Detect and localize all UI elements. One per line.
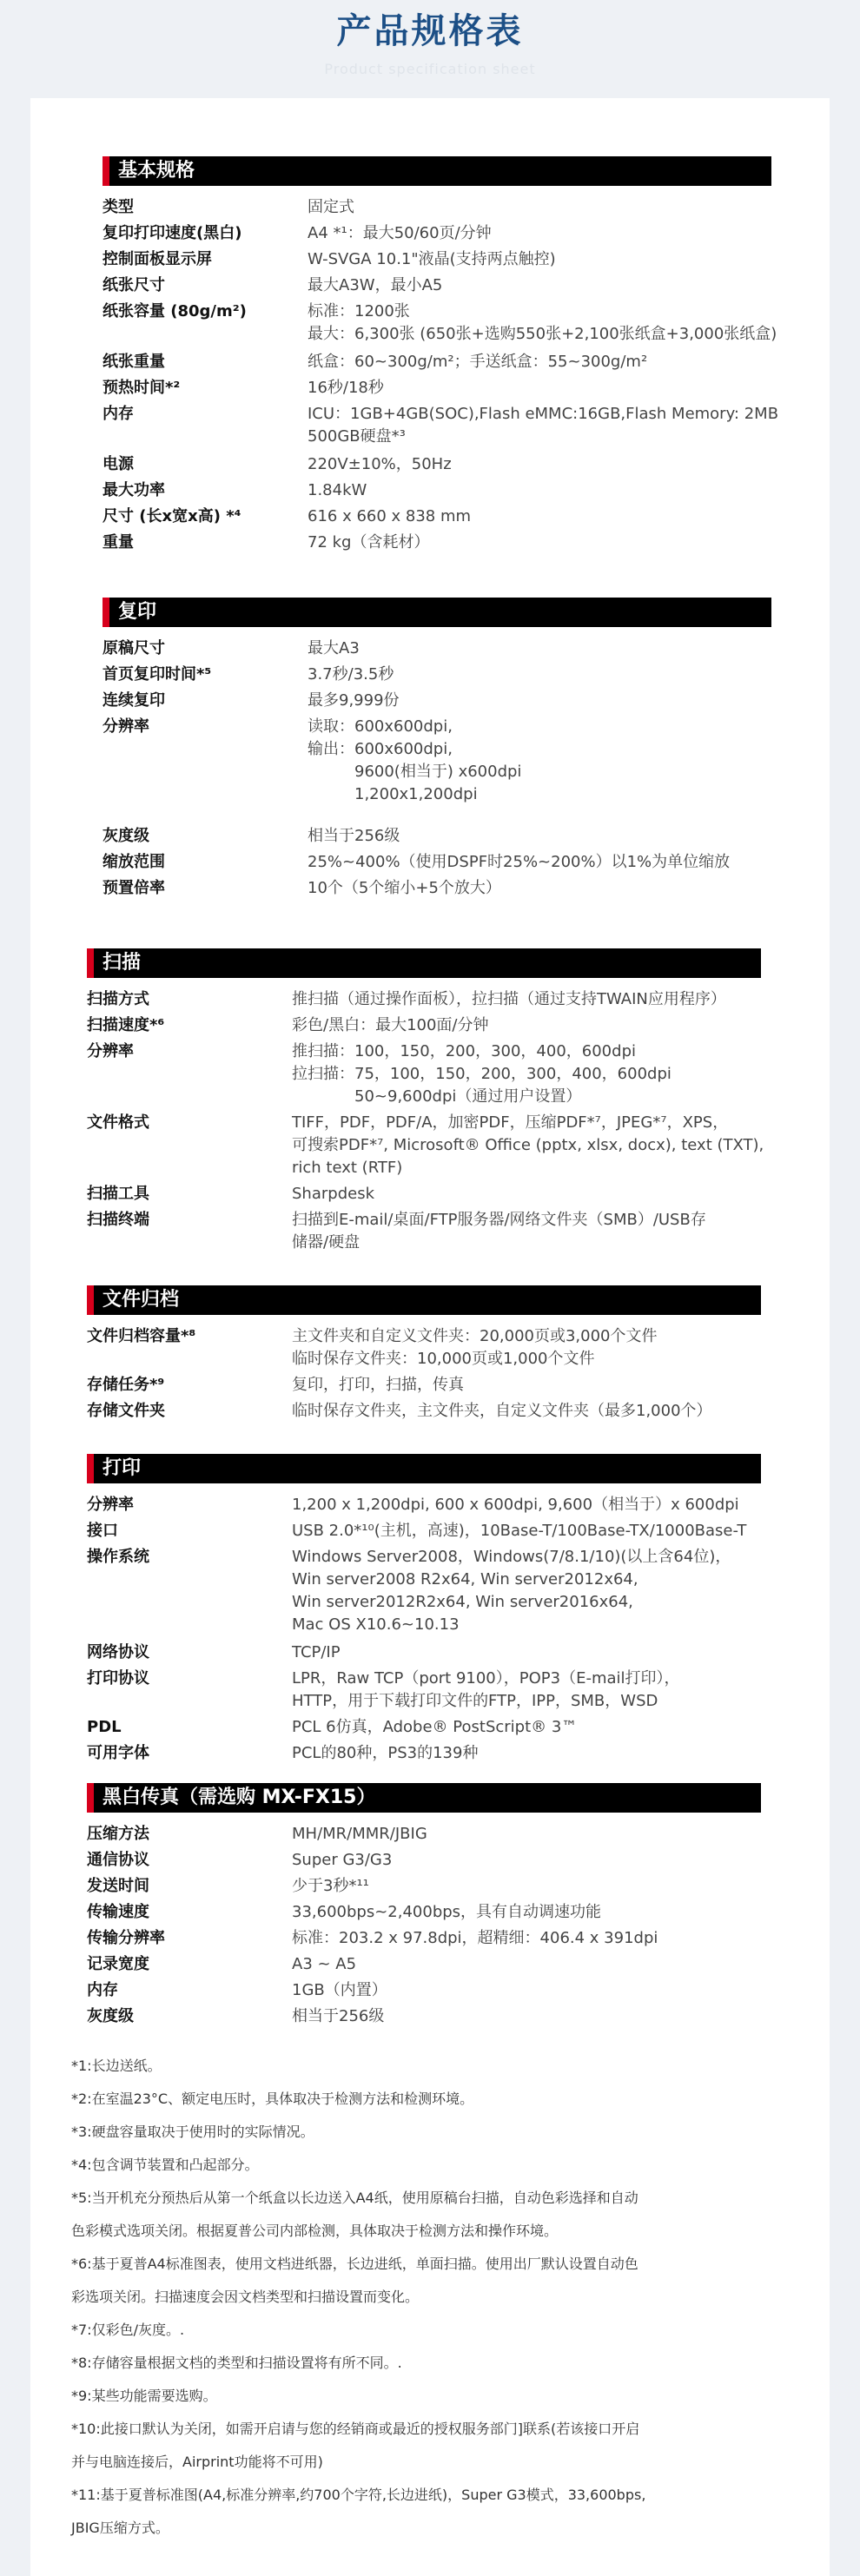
footnote: *5:当开机充分预热后从第一个纸盒以长边送入A4纸，使用原稿台扫描，自动色彩选择和自动 <box>71 2190 638 2206</box>
spec-value-line: 相当于256级 <box>308 827 400 845</box>
spec-value-line: 扫描到E-mail/桌面/FTP服务器/网络文件夹（SMB）/USB存 <box>292 1211 706 1229</box>
spec-value <box>292 1183 761 1205</box>
spec-value <box>292 2005 761 2028</box>
spec-row <box>103 877 771 900</box>
spec-label: 原稿尺寸 <box>103 639 165 657</box>
spec-row <box>103 851 771 874</box>
spec-value <box>292 1374 761 1397</box>
section-2 <box>87 948 764 1258</box>
spec-label: 纸张容量 (80g/m²) <box>103 302 247 320</box>
spec-value <box>292 1742 761 1765</box>
spec-label: 压缩方法 <box>87 1825 149 1843</box>
spec-row <box>87 2005 761 2028</box>
spec-value-line: Sharpdesk <box>292 1185 374 1203</box>
spec-label: 类型 <box>103 198 134 216</box>
spec-value-line: 临时保存文件夹：10,000页或1,000个文件 <box>292 1350 595 1368</box>
page-subtitle: Product specification sheet <box>324 61 536 77</box>
spec-value <box>308 505 771 528</box>
spec-row <box>103 532 771 554</box>
spec-value-line: 10个（5个缩小+5个放大） <box>308 879 501 897</box>
spec-value-line: 1,200x1,200dpi <box>308 785 478 803</box>
spec-value <box>292 1040 761 1108</box>
spec-row <box>103 664 771 686</box>
spec-value-line: 最大A3 <box>308 639 360 657</box>
spec-label: 传输分辨率 <box>87 1929 165 1947</box>
footnote: 并与电脑连接后，Airprint功能将不可用) <box>71 2454 323 2470</box>
spec-value-line: 3.7秒/3.5秒 <box>308 665 394 684</box>
spec-label: 扫描方式 <box>87 990 149 1008</box>
spec-label: 尺寸 (长x宽x高) *⁴ <box>103 507 241 525</box>
spec-value <box>308 403 778 448</box>
section-0 <box>103 156 779 558</box>
spec-value-line: 16秒/18秒 <box>308 379 384 397</box>
spec-value-line: PCL 6仿真，Adobe® PostScript® 3™ <box>292 1718 578 1736</box>
spec-value-line: Super G3/G3 <box>292 1851 393 1869</box>
footnotes <box>71 2050 801 2545</box>
spec-value <box>292 1823 761 1846</box>
spec-row <box>87 1953 761 1976</box>
spec-label: 扫描工具 <box>87 1185 149 1203</box>
spec-value <box>308 664 771 686</box>
spec-row <box>87 988 761 1011</box>
spec-value <box>308 248 771 271</box>
section-title: 复印 <box>103 598 771 627</box>
spec-row <box>87 1400 761 1423</box>
spec-value-line: 标准：1200张 <box>308 302 410 320</box>
spec-label: 分辨率 <box>87 1042 134 1060</box>
spec-value-line: 推扫描：100，150，200，300，400，600dpi <box>292 1042 636 1060</box>
spec-value-line: USB 2.0*¹⁰(主机，高速)，10Base-T/100Base-TX/1000Base-T <box>292 1522 747 1540</box>
spec-row <box>103 479 771 502</box>
spec-row <box>87 1901 761 1924</box>
spec-row <box>87 1849 761 1872</box>
spec-label: 分辨率 <box>87 1496 134 1514</box>
spec-label: 纸张尺寸 <box>103 276 165 294</box>
spec-label: 接口 <box>87 1522 118 1540</box>
spec-label: 连续复印 <box>103 691 165 710</box>
spec-label: 打印协议 <box>87 1669 149 1688</box>
spec-label: 内存 <box>103 405 134 423</box>
section-title: 基本规格 <box>103 156 771 186</box>
spec-value-line: 读取：600x600dpi, <box>308 717 453 736</box>
spec-value <box>292 1014 761 1037</box>
spec-value-line: 25%~400%（使用DSPF时25%~200%）以1%为单位缩放 <box>308 853 731 871</box>
spec-row <box>87 1209 761 1254</box>
spec-value-line: 220V±10%，50Hz <box>308 455 452 473</box>
spec-value-line: Win server2008 R2x64, Win server2012x64, <box>292 1570 638 1589</box>
spec-value-line: 1,200 x 1,200dpi, 600 x 600dpi, 9,600（相当于）x 600dpi <box>292 1496 739 1514</box>
spec-row <box>87 1112 764 1179</box>
spec-label: PDL <box>87 1718 122 1736</box>
spec-value <box>308 851 771 874</box>
spec-value <box>308 825 771 848</box>
spec-row <box>103 274 771 297</box>
spec-value-line: A4 *¹：最大50/60页/分钟 <box>308 224 492 242</box>
spec-row <box>103 716 771 806</box>
spec-row <box>103 301 777 346</box>
footnote: *3:硬盘容量取决于使用时的实际情况。 <box>71 2124 314 2140</box>
spec-row <box>87 1183 761 1205</box>
spec-row <box>103 351 771 373</box>
spec-value-line: 可搜索PDF*⁷, Microsoft® Office (pptx, xlsx, docx), text (TXT), <box>292 1136 764 1154</box>
spec-value-line: 1.84kW <box>308 481 367 499</box>
spec-value <box>308 196 771 219</box>
footnote: JBIG压缩方式。 <box>71 2520 169 2536</box>
spec-value-line: 复印，打印，扫描，传真 <box>292 1376 464 1394</box>
spec-label: 操作系统 <box>87 1548 149 1566</box>
spec-value <box>308 532 771 554</box>
spec-value <box>292 1953 761 1976</box>
spec-label: 纸张重量 <box>103 353 165 371</box>
spec-value <box>292 1112 764 1179</box>
spec-value <box>292 1927 761 1950</box>
spec-value-line: 彩色/黑白：最大100面/分钟 <box>292 1016 489 1034</box>
spec-value-line: Windows Server2008，Windows(7/8.1/10)(以上含64位)， <box>292 1548 731 1566</box>
spec-value-line: 最大A3W，最小A5 <box>308 276 443 294</box>
spec-value-line: 拉扫描：75，100，150，200，300，400，600dpi <box>292 1065 671 1083</box>
spec-value <box>292 1849 761 1872</box>
spec-row <box>87 1823 761 1846</box>
footnote: *8:存储容量根据文档的类型和扫描设置将有所不同。. <box>71 2355 402 2371</box>
spec-row <box>87 1014 761 1037</box>
spec-value <box>292 1520 761 1542</box>
page-title <box>0 3 860 53</box>
footnote: 色彩模式选项关闭。根据夏普公司内部检测，具体取决于检测方法和操作环境。 <box>71 2223 559 2239</box>
spec-value-line: TCP/IP <box>292 1643 341 1661</box>
spec-value <box>308 377 771 400</box>
spec-value <box>308 877 771 900</box>
spec-value-line: MH/MR/MMR/JBIG <box>292 1825 427 1843</box>
spec-label: 分辨率 <box>103 717 149 736</box>
spec-label: 网络协议 <box>87 1643 149 1661</box>
spec-label: 记录宽度 <box>87 1955 149 1973</box>
spec-row <box>87 1494 761 1516</box>
spec-label: 内存 <box>87 1981 118 1999</box>
spec-value-line: 主文件夹和自定义文件夹：20,000页或3,000个文件 <box>292 1327 658 1345</box>
spec-value-line: TIFF，PDF，PDF/A，加密PDF，压缩PDF*⁷，JPEG*⁷，XPS， <box>292 1113 729 1132</box>
spec-row <box>103 222 771 245</box>
spec-row <box>87 1546 761 1636</box>
spec-value <box>308 222 771 245</box>
spec-value <box>292 1209 761 1254</box>
spec-value <box>292 988 761 1011</box>
spec-value <box>292 1325 761 1371</box>
spec-value-line: 500GB硬盘*³ <box>308 427 406 446</box>
spec-value-line: W-SVGA 10.1"液晶(支持两点触控) <box>308 250 556 268</box>
spec-row <box>103 196 771 219</box>
spec-value-line: 1GB（内置） <box>292 1981 387 1999</box>
section-title: 黑白传真（需选购 MX-FX15） <box>87 1783 761 1813</box>
spec-label: 控制面板显示屏 <box>103 250 212 268</box>
spec-value-line: 72 kg（含耗材） <box>308 533 430 552</box>
spec-label: 扫描速度*⁶ <box>87 1016 165 1034</box>
spec-label: 文件归档容量*⁸ <box>87 1327 196 1345</box>
spec-label: 首页复印时间*⁵ <box>103 665 212 684</box>
spec-label: 扫描终端 <box>87 1211 149 1229</box>
spec-value-line: 输出：600x600dpi, <box>308 740 453 758</box>
spec-value <box>308 479 771 502</box>
spec-row <box>103 403 779 448</box>
spec-label: 存储文件夹 <box>87 1402 165 1420</box>
footnote: *2:在室温23°C、额定电压时，具体取决于检测方法和检测环境。 <box>71 2091 474 2107</box>
spec-label: 重量 <box>103 533 134 552</box>
spec-value-line: 固定式 <box>308 198 354 216</box>
page-title-plain: 产品 <box>336 11 412 51</box>
footnote: *1:长边送纸。 <box>71 2057 162 2074</box>
spec-label: 文件格式 <box>87 1113 149 1132</box>
section-3 <box>87 1285 761 1426</box>
spec-label: 灰度级 <box>87 2007 134 2025</box>
footnote: *11:基于夏普标准图(A4,标准分辨率,约700个字符,长边进纸)，Super G3模式，33,600bps, <box>71 2487 646 2503</box>
spec-row <box>87 1520 761 1542</box>
footnote: *6:基于夏普A4标准图表，使用文档进纸器，长边进纸，单面扫描。使用出厂默认设置自动色 <box>71 2256 638 2272</box>
spec-row <box>87 1325 761 1371</box>
spec-value <box>292 1901 761 1924</box>
spec-value-line: 9600(相当于) x600dpi <box>308 763 522 781</box>
footnote: *4:包含调节装置和凸起部分。 <box>71 2157 259 2173</box>
spec-row <box>87 1716 761 1739</box>
spec-value <box>308 716 771 806</box>
spec-value <box>308 453 771 476</box>
spec-value-line: 推扫描（通过操作面板），拉扫描（通过支持TWAIN应用程序） <box>292 990 726 1008</box>
spec-value <box>308 274 771 297</box>
spec-row <box>87 1641 761 1664</box>
spec-row <box>87 1742 761 1765</box>
spec-row <box>103 453 771 476</box>
spec-value-line: Mac OS X10.6~10.13 <box>292 1615 460 1634</box>
spec-value-line: 616 x 660 x 838 mm <box>308 507 472 525</box>
spec-row <box>87 1668 761 1713</box>
section-1 <box>103 598 771 903</box>
spec-value-line: PCL的80种，PS3的139种 <box>292 1744 479 1762</box>
section-4 <box>87 1454 761 1768</box>
spec-value <box>308 637 771 660</box>
section-5 <box>87 1783 761 2031</box>
spec-value <box>292 1494 761 1516</box>
spec-value <box>292 1546 761 1636</box>
spec-row <box>103 248 771 271</box>
spec-value-line: 纸盒：60~300g/m²；手送纸盒：55~300g/m² <box>308 353 648 371</box>
spec-label: 电源 <box>103 455 134 473</box>
spec-value <box>308 301 777 346</box>
spec-value <box>292 1979 761 2002</box>
spec-value <box>308 690 771 712</box>
spec-value-line: LPR，Raw TCP（port 9100），POP3（E-mail打印）， <box>292 1669 680 1688</box>
section-title: 扫描 <box>87 948 761 978</box>
spec-label: 预置倍率 <box>103 879 165 897</box>
spec-value-line: 最大：6,300张 (650张+选购550张+2,100张纸盒+3,000张纸盒) <box>308 325 777 343</box>
footnote: 彩选项关闭。扫描速度会因文档类型和扫描设置而变化。 <box>71 2289 420 2305</box>
spec-value-line: HTTP，用于下载打印文件的FTP，IPP，SMB，WSD <box>292 1692 658 1710</box>
footnote: *10:此接口默认为关闭，如需开启请与您的经销商或最近的授权服务部门]联系(若该接口开启 <box>71 2421 640 2437</box>
spec-label: 可用字体 <box>87 1744 149 1762</box>
spec-label: 缩放范围 <box>103 853 165 871</box>
spec-value <box>292 1400 761 1423</box>
spec-value-line: 标准：203.2 x 97.8dpi，超精细：406.4 x 391dpi <box>292 1929 658 1947</box>
spec-row <box>87 1040 761 1108</box>
page-title-accent: 规格表 <box>411 11 524 51</box>
spec-row <box>103 825 771 848</box>
spec-label: 通信协议 <box>87 1851 149 1869</box>
spec-label: 预热时间*² <box>103 379 181 397</box>
spec-value-line: 临时保存文件夹，主文件夹，自定义文件夹（最多1,000个） <box>292 1402 712 1420</box>
spec-label: 复印打印速度(黑白) <box>103 224 242 242</box>
spec-row <box>103 505 771 528</box>
spec-value-line: 储器/硬盘 <box>292 1233 361 1252</box>
footnote: *9:某些功能需要选购。 <box>71 2388 217 2404</box>
spec-row <box>87 1875 761 1898</box>
spec-value <box>292 1641 761 1664</box>
spec-value <box>292 1875 761 1898</box>
spec-row <box>87 1927 761 1950</box>
spec-label: 传输速度 <box>87 1903 149 1921</box>
footnote: *7:仅彩色/灰度。. <box>71 2322 185 2338</box>
spec-value-line: 少于3秒*¹¹ <box>292 1877 369 1895</box>
spec-value-line: 33,600bps~2,400bps，具有自动调速功能 <box>292 1903 602 1921</box>
spec-label: 存储任务*⁹ <box>87 1376 165 1394</box>
spec-value-line: 最多9,999份 <box>308 691 400 710</box>
spec-row <box>103 377 771 400</box>
section-title: 文件归档 <box>87 1285 761 1315</box>
spec-label: 最大功率 <box>103 481 165 499</box>
spec-label: 发送时间 <box>87 1877 149 1895</box>
section-title: 打印 <box>87 1454 761 1483</box>
spec-value <box>292 1716 761 1739</box>
spec-value-line: 相当于256级 <box>292 2007 385 2025</box>
spec-label: 灰度级 <box>103 827 149 845</box>
spec-value-line: 50~9,600dpi（通过用户设置） <box>292 1087 582 1106</box>
spec-row <box>103 690 771 712</box>
spec-row <box>103 637 771 660</box>
spec-value-line: rich text (RTF) <box>292 1159 403 1177</box>
spec-value-line: ICU：1GB+4GB(SOC),Flash eMMC:16GB,Flash Memory: 2MB <box>308 405 779 423</box>
spec-row <box>87 1374 761 1397</box>
spec-row <box>87 1979 761 2002</box>
spec-value-line: Win server2012R2x64, Win server2016x64, <box>292 1593 633 1611</box>
spec-value <box>292 1668 761 1713</box>
spec-value-line: A3 ~ A5 <box>292 1955 357 1973</box>
spec-value <box>308 351 771 373</box>
